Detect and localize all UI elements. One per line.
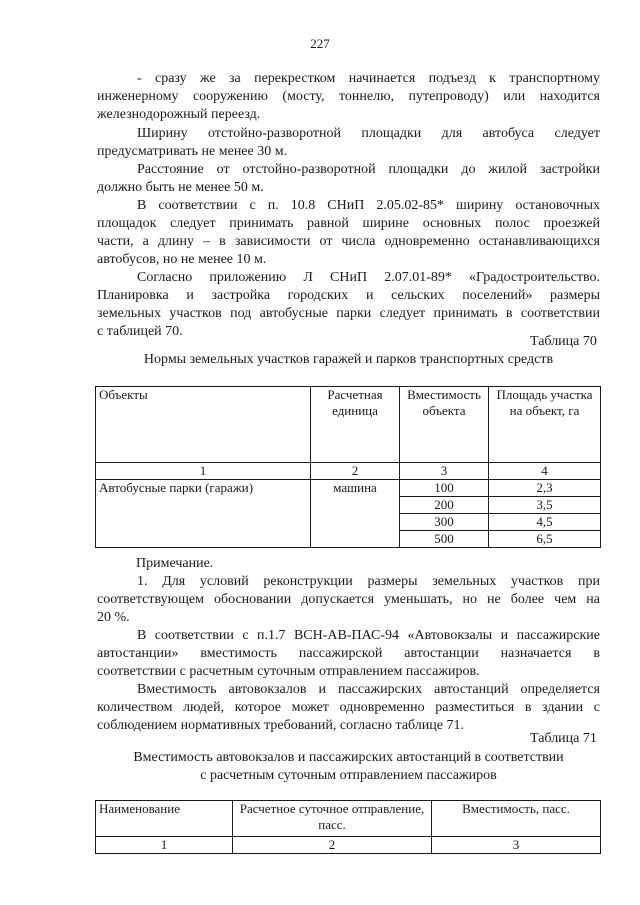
text-line: части, а длину – в зависимости от числа одновременно останавливающихся bbox=[97, 234, 600, 249]
area-cell: 4,5 bbox=[489, 514, 601, 531]
number-cell: 3 bbox=[432, 837, 601, 854]
number-cell: 3 bbox=[400, 463, 489, 480]
page-number: 227 bbox=[310, 36, 330, 51]
area-cell: 2,3 bbox=[489, 480, 601, 497]
text-line: площадок следует принимать равной ширине основных полос проезжей bbox=[97, 216, 600, 231]
number-cell: 4 bbox=[489, 463, 601, 480]
paragraph-2 bbox=[97, 125, 600, 161]
table-70-label: Таблица 70 bbox=[530, 334, 597, 349]
text-line: автостанции» вместимость пассажирской автостанции назначается в bbox=[97, 646, 600, 661]
object-cell: Автобусные парки (гаражи) bbox=[96, 480, 311, 548]
text-line: соответствующем обосновании допускается уменьшать, но не более чем на bbox=[97, 592, 600, 607]
header-cell: Площадь участка на объект, га bbox=[489, 387, 601, 463]
capacity-cell: 500 bbox=[400, 531, 489, 548]
text-line: В соответствии с п. 10.8 СНиП 2.05.02-85* ширину остановочных bbox=[137, 198, 600, 213]
text-line: соответствии с расчетным суточным отправлением пассажиров. bbox=[97, 664, 480, 679]
note-title: Примечание. bbox=[136, 556, 214, 571]
note-1 bbox=[97, 573, 600, 627]
paragraph-6 bbox=[97, 627, 600, 681]
text-line: - сразу же за перекрестком начинается подъезд к транспортному bbox=[137, 71, 600, 86]
text-line: Планировка и застройка городских и сельских поселений» размеры bbox=[97, 288, 600, 303]
text-line: предусматривать не менее 30 м. bbox=[97, 144, 288, 159]
header-cell: Расчетная единица bbox=[311, 387, 400, 463]
text-line: Расстояние от отстойно-разворотной площадки до жилой застройки bbox=[137, 162, 600, 177]
table-70 bbox=[95, 386, 601, 548]
text-line: соблюдением нормативных требований, согласно таблице 71. bbox=[97, 718, 464, 733]
table-71 bbox=[95, 800, 601, 854]
text-line: 1. Для условий реконструкции размеры земельных участков при bbox=[137, 574, 600, 589]
text-line: инженерному сооружению (мосту, тоннелю, путепроводу) или находится bbox=[97, 89, 600, 104]
area-cell: 3,5 bbox=[489, 497, 601, 514]
header-cell: Вместимость, пасс. bbox=[432, 801, 601, 837]
number-cell: 2 bbox=[233, 837, 432, 854]
table-number-row bbox=[96, 463, 601, 480]
header-cell: Объекты bbox=[96, 387, 311, 463]
paragraph-4 bbox=[97, 197, 600, 269]
table-header-row bbox=[96, 387, 601, 463]
table-header-row bbox=[96, 801, 601, 837]
header-cell: Расчетное суточное отправление, пасс. bbox=[233, 801, 432, 837]
table-row bbox=[96, 480, 601, 497]
table-71-title-line-2: с расчетным суточным отправлением пассажиров bbox=[200, 768, 497, 783]
capacity-cell: 200 bbox=[400, 497, 489, 514]
text-line: железнодорожный переезд. bbox=[97, 107, 261, 122]
header-cell: Наименование bbox=[96, 801, 233, 837]
text-line: 20 %. bbox=[97, 610, 130, 625]
text-line: должно быть не менее 50 м. bbox=[97, 180, 264, 195]
paragraph-5 bbox=[97, 269, 600, 341]
capacity-cell: 100 bbox=[400, 480, 489, 497]
unit-cell: машина bbox=[311, 480, 400, 548]
number-cell: 1 bbox=[96, 837, 233, 854]
text-line: автобусов, но не менее 10 м. bbox=[97, 252, 267, 267]
paragraph-3 bbox=[97, 161, 600, 197]
text-line: Ширину отстойно-разворотной площадки для автобуса следует bbox=[137, 126, 600, 141]
text-line: земельных участков под автобусные парки следует принимать в соответствии bbox=[97, 306, 600, 321]
paragraph-1 bbox=[97, 70, 600, 124]
area-cell: 6,5 bbox=[489, 531, 601, 548]
table-70-title: Нормы земельных участков гаражей и парков транспортных средств bbox=[143, 352, 554, 367]
paragraph-7 bbox=[97, 681, 600, 735]
table-71-label: Таблица 71 bbox=[530, 731, 597, 746]
table-71-title-line-1: Вместимость автовокзалов и пассажирских автостанций в соответствии bbox=[133, 750, 564, 765]
capacity-cell: 300 bbox=[400, 514, 489, 531]
text-line: с таблицей 70. bbox=[97, 324, 183, 339]
number-cell: 1 bbox=[96, 463, 311, 480]
text-line: количеством людей, которое может одновременно разместиться в здании с bbox=[97, 700, 600, 715]
text-line: Согласно приложению Л СНиП 2.07.01-89* «Градостроительство. bbox=[137, 270, 600, 285]
text-line: В соответствии с п.1.7 ВСН-АВ-ПАС-94 «Автовокзалы и пассажирские bbox=[137, 628, 600, 643]
number-cell: 2 bbox=[311, 463, 400, 480]
table-number-row bbox=[96, 837, 601, 854]
header-cell: Вместимость объекта bbox=[400, 387, 489, 463]
text-line: Вместимость автовокзалов и пассажирских автостанций определяется bbox=[137, 682, 600, 697]
